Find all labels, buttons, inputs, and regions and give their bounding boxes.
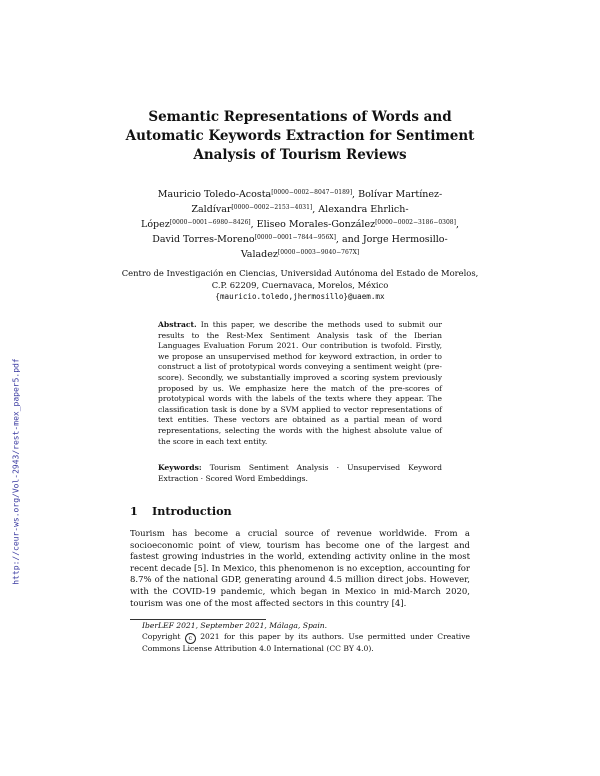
author-name: Eliseo Morales-González (256, 219, 376, 230)
author-list (140, 186, 460, 261)
title-line: Automatic Keywords Extraction for Sentiment (125, 128, 475, 144)
section-title: Introduction (152, 504, 232, 518)
abstract-label: Abstract. (158, 320, 197, 329)
copyright-text: 2021 for this paper by its authors. Use permitted under Creative Commons License Attribution 4.0 International (CC BY 4.0). (142, 631, 470, 653)
paper-title (120, 108, 480, 165)
abstract (158, 320, 442, 447)
title-line: Analysis of Tourism Reviews (193, 147, 407, 163)
section-heading (130, 504, 470, 518)
title-line: Semantic Representations of Words and (148, 109, 452, 125)
author-orcid[interactable]: [0000−0001−6980−8426] (169, 219, 251, 226)
doi-link[interactable]: http://ceur-ws.org/Vol-2943/rest-mex_paper5.pdf (11, 358, 21, 585)
author-name: Mauricio Toledo-Acosta (157, 189, 272, 200)
author (158, 189, 358, 200)
keywords-text: Tourism Sentiment Analysis · Unsupervised Keyword Extraction · Scored Word Embeddings. (158, 463, 442, 483)
author (257, 219, 459, 230)
keywords-label: Keywords: (158, 463, 202, 472)
author-separator: , and (335, 234, 363, 245)
affiliation (120, 268, 480, 303)
author-orcid[interactable]: [0000−0002−8047−0189] (271, 189, 353, 196)
venue-note: IberLEF 2021, September 2021, Málaga, Spain. (142, 621, 328, 630)
keywords (158, 463, 442, 484)
author-separator: , (352, 189, 359, 200)
copyright-prefix: Copyright (142, 631, 181, 641)
footnote (130, 621, 470, 654)
author-emails: {mauricio.toledo,jhermosillo}@uaem.mx (215, 292, 385, 301)
abstract-text: In this paper, we describe the methods used to submit our results to the Rest-Mex Sentiment Analysis task of the Iberian Languages Evaluation Forum 2021. Our contribution is twofold. Firstly, we propose an unsupervised method for keyword extraction, in order to construct a list of prototypical words conveying a sentiment weight (pre-score). Secondly, we substantially improved a scoring system previously proposed by us. We emphasize here the match of the pre-scores of prototypical words with the labels of the texts where they appear. The classification task is done by a SVM applied to vector representations of text entities. These vectors are obtained as a partial mean of word representations, selecting the words with the highest absolute value of the score in each text entity. (158, 320, 442, 446)
author-name: Alexandra Ehrlich-López (141, 204, 409, 230)
doi-sidebar (0, 330, 22, 620)
author-name: David Torres-Moreno (152, 234, 255, 245)
author (152, 234, 363, 245)
copyright-icon: c (185, 633, 196, 644)
author-orcid[interactable]: [0000−0003−9040−767X] (277, 249, 360, 256)
author-orcid[interactable]: [0000−0002−2153−4031] (231, 204, 313, 211)
section-number: 1 (130, 504, 138, 518)
author-name: Jorge Hermosillo-Valadez (240, 234, 448, 260)
author-separator: , (312, 204, 319, 215)
affiliation-line: C.P. 62209, Cuernavaca, Morelos, México (211, 279, 389, 290)
author-separator: , (455, 219, 459, 230)
author-orcid[interactable]: [0000−0001−7844−956X] (254, 234, 336, 241)
author-orcid[interactable]: [0000−0002−3186−0308] (375, 219, 456, 226)
footnote-rule (130, 619, 266, 620)
affiliation-line: Centro de Investigación en Ciencias, Universidad Autónoma del Estado de Morelos, (121, 268, 479, 278)
body-paragraph: Tourism has become a crucial source of revenue worldwide. From a socioeconomic point of view, tourism has become one of the largest and fastest growing industries in the world, extending activity online in the most recent decade [5]. In Mexico, this phenomenon is no exception, accounting for 8.7% of the national GDP, generating around 4.5 million direct jobs. However, with the COVID-19 pandemic, which began in Mexico in mid-March 2020, tourism was one of the most affected sectors in this country [4]. (130, 529, 470, 609)
author-separator: , (250, 219, 257, 230)
author-name: Bolívar Martínez-Zaldívar (191, 189, 443, 215)
copyright-note (130, 632, 470, 655)
